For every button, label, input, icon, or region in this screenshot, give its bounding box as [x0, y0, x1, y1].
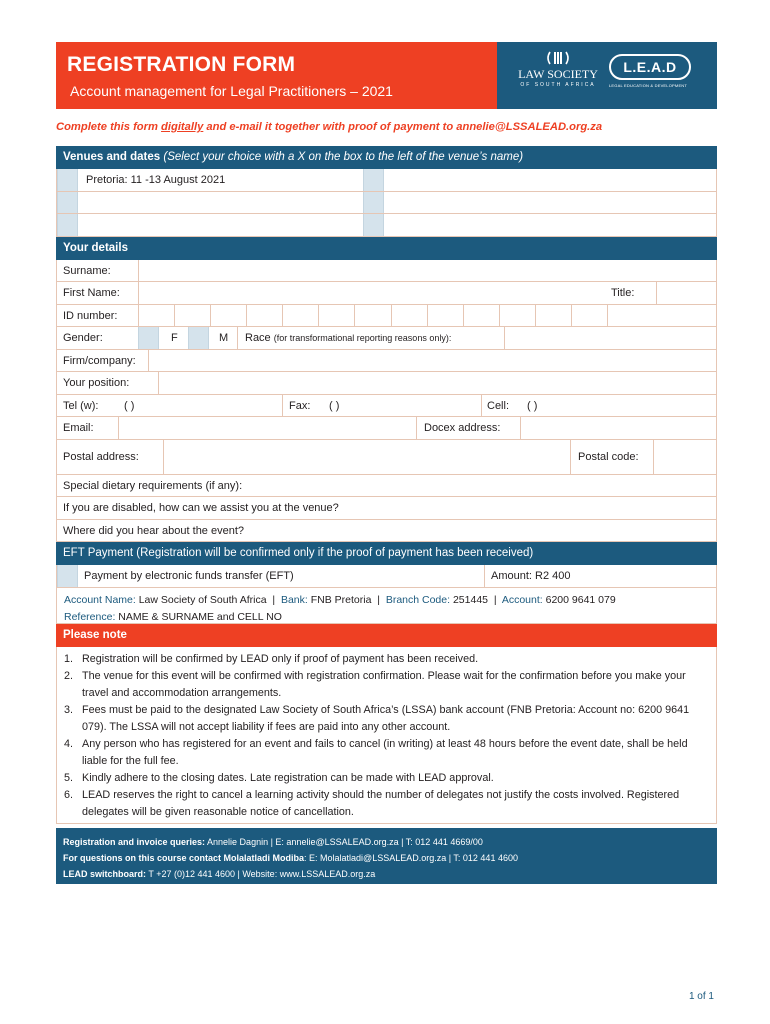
venue-row	[56, 192, 717, 215]
notes-list	[56, 647, 717, 824]
surname-label: Surname:	[63, 264, 111, 277]
gender-m-checkbox[interactable]	[188, 327, 209, 349]
id-digit-box[interactable]	[210, 305, 211, 327]
payment-checkbox[interactable]	[57, 565, 78, 587]
postal-row	[56, 440, 717, 475]
payment-heading: EFT Payment (Registration will be confirmed only if the proof of payment has been received)	[56, 542, 717, 565]
postal-address-field[interactable]	[164, 440, 570, 474]
gender-f-checkbox[interactable]	[138, 327, 159, 349]
venue-row	[56, 214, 717, 237]
id-digit-box[interactable]	[246, 305, 247, 327]
account-name: Law Society of South Africa	[138, 593, 267, 606]
account-details	[56, 588, 717, 624]
id-digit-box[interactable]	[174, 305, 175, 327]
law-society-name: LAW SOCIETY	[518, 67, 598, 81]
fax-code: ( )	[329, 399, 340, 412]
docex-field[interactable]	[521, 417, 716, 439]
postal-address-label: Postal address:	[63, 450, 139, 463]
id-digit-box[interactable]	[499, 305, 500, 327]
tel-code: ( )	[124, 399, 135, 412]
lead-logo-mark: L.E.A.D	[609, 54, 691, 80]
header-logo-block	[497, 42, 717, 109]
email-field[interactable]	[119, 417, 416, 439]
gender-label: Gender:	[63, 332, 103, 344]
reference-label: Reference:	[64, 610, 116, 623]
law-society-logo	[515, 50, 601, 88]
footer-line-1	[63, 834, 710, 850]
id-digit-box[interactable]	[607, 305, 608, 327]
divider	[416, 417, 417, 439]
divider	[237, 327, 238, 349]
gender-m-label: M	[219, 332, 229, 344]
instruction-pre: Complete this form	[56, 121, 162, 133]
form-instruction	[56, 121, 717, 133]
page-number: 1 of 1	[688, 991, 714, 1002]
reference: NAME & SURNAME and CELL NO	[118, 610, 282, 623]
instruction-underlined: digitally	[161, 121, 204, 133]
first-name-label: First Name:	[63, 287, 120, 299]
id-digit-box[interactable]	[391, 305, 392, 327]
gender-f-label: F	[171, 332, 178, 344]
note-text: Fees must be paid to the designated Law Society of South Africa’s (LSSA) bank account (FNB Pretoria: Account no: 6200 9641 079). The LSSA will not accept liability if fees are paid into any other account.	[82, 703, 690, 733]
venues-heading-bar	[56, 146, 717, 169]
footer-line-2	[63, 850, 710, 866]
gender-row	[56, 327, 717, 350]
first-name-field[interactable]	[139, 282, 601, 304]
details-heading: Your details	[56, 237, 717, 260]
cell-code: ( )	[527, 399, 538, 412]
form-table	[56, 146, 717, 824]
venue-checkbox[interactable]	[363, 169, 384, 191]
title-field[interactable]	[657, 282, 716, 304]
note-item: 4. Any person who has registered for an event and fails to cancel (in writing) at least 48 hours before the event date, shall be held liable for the full fee.	[64, 737, 688, 767]
account-line-1: Account Name: Law Society of South Africa | Bank: FNB Pretoria | Branch Code: 251445 | Account: 6200 9641 079	[64, 593, 616, 606]
tel-label: Tel (w):	[63, 399, 99, 412]
firm-row	[56, 350, 717, 373]
fax-field[interactable]	[372, 395, 482, 417]
note-text: Registration will be confirmed by LEAD only if proof of payment has been received.	[82, 652, 479, 665]
header-title-block	[56, 42, 497, 109]
branch-label: Branch Code:	[385, 593, 451, 606]
firm-label: Firm/company:	[63, 354, 136, 367]
postal-code-label: Postal code:	[578, 450, 639, 463]
position-row	[56, 372, 717, 395]
postal-code-field[interactable]	[654, 440, 716, 474]
hear-row[interactable]	[56, 520, 717, 543]
id-digit-box[interactable]	[427, 305, 428, 327]
note-text: Any person who has registered for an event and fails to cancel (in writing) at least 48 hours before the event date, shall be held liable for the full fee.	[82, 737, 688, 767]
fax-label: Fax:	[289, 399, 311, 412]
divider	[481, 395, 482, 417]
footer-l3-label: LEAD switchboard:	[63, 869, 147, 879]
venue-checkbox[interactable]	[363, 192, 384, 214]
lead-logo	[609, 54, 695, 88]
venue-checkbox[interactable]	[57, 169, 78, 191]
note-item: 6. LEAD reserves the right to cancel a learning activity should the number of delegates not justify the costs involved. Registered delegates will be given reasonable notice of cancellation.	[64, 788, 680, 818]
note-text: Kindly adhere to the closing dates. Late registration can be made with LEAD approval.	[82, 771, 494, 784]
payment-method-row	[56, 565, 717, 588]
footer-l1-label: Registration and invoice queries:	[63, 837, 206, 847]
venue-row	[56, 169, 717, 192]
dietary-label: Special dietary requirements (if any):	[63, 479, 243, 492]
position-field[interactable]	[159, 372, 716, 394]
divider	[570, 440, 571, 474]
race-field[interactable]	[505, 327, 716, 349]
divider	[282, 395, 283, 417]
venue-label: Pretoria: 11 -13 August 2021	[86, 174, 226, 186]
firm-field[interactable]	[149, 350, 716, 372]
tel-field[interactable]	[167, 395, 277, 417]
note-text: The venue for this event will be confirmed with registration confirmation. Please wait for the confirmation before you make your travel and accommodation arrangements.	[82, 669, 686, 699]
position-label: Your position:	[63, 377, 130, 389]
law-society-sub: OF SOUTH AFRICA	[520, 82, 596, 88]
email-label: Email:	[63, 422, 94, 434]
race-note: (for transformational reporting reasons only):	[273, 333, 452, 343]
disabled-label: If you are disabled, how can we assist you at the venue?	[63, 502, 339, 514]
cell-field[interactable]	[567, 395, 716, 417]
bank-label: Bank:	[280, 593, 308, 606]
footer-line-3	[63, 866, 710, 882]
race-label	[245, 332, 451, 344]
note-item: 3. Fees must be paid to the designated Law Society of South Africa’s (LSSA) bank account (FNB Pretoria: Account no: 6200 9641 079). The LSSA will not accept liability if fees are paid into any other account.	[64, 703, 690, 733]
footer-l3-text: T +27 (0)12 441 4600 | Website: www.LSSALEAD.org.za	[146, 869, 376, 879]
note-text: LEAD reserves the right to cancel a learning activity should the number of delegates not justify the costs involved. Registered delegates will be given reasonable notice of cancellation.	[82, 788, 680, 818]
venues-note: (Select your choice with a X on the box to the left of the venue’s name)	[163, 151, 524, 163]
account: 6200 9641 079	[545, 593, 616, 606]
instruction-post: and e-mail it together with proof of payment to annelie@LSSALEAD.org.za	[203, 121, 603, 133]
race-text: Race	[245, 332, 271, 344]
footer-l1-text: Annelie Dagnin | E: annelie@LSSALEAD.org.za | T: 012 441 4669/00	[205, 837, 483, 847]
surname-row	[56, 260, 717, 283]
cell-label: Cell:	[487, 399, 510, 412]
footer-l2-label: For questions on this course contact Molalatladi Modiba	[63, 853, 305, 863]
title-label: Title:	[611, 287, 635, 299]
email-row	[56, 417, 717, 440]
id-number-row	[56, 305, 717, 328]
id-digit-box[interactable]	[463, 305, 464, 327]
form-subtitle: Account management for Legal Practitioners – 2021	[70, 83, 393, 99]
id-digit-box[interactable]	[318, 305, 319, 327]
id-digit-box[interactable]	[138, 305, 139, 327]
bank: FNB Pretoria	[310, 593, 372, 606]
first-name-row	[56, 282, 717, 305]
venue-checkbox[interactable]	[57, 214, 78, 236]
note-item: 5. Kindly adhere to the closing dates. Late registration can be made with LEAD approval.	[64, 771, 494, 784]
id-digit-box[interactable]	[354, 305, 355, 327]
account-label: Account:	[501, 593, 543, 606]
id-digit-box[interactable]	[535, 305, 536, 327]
phone-row	[56, 395, 717, 418]
law-society-emblem-icon	[544, 50, 572, 66]
docex-label: Docex address:	[424, 422, 501, 434]
dietary-row[interactable]	[56, 475, 717, 498]
notes-heading: Please note	[56, 624, 717, 647]
form-title: REGISTRATION FORM	[67, 53, 296, 76]
id-digit-box[interactable]	[571, 305, 572, 327]
surname-field[interactable]	[139, 260, 716, 282]
payment-amount: Amount: R2 400	[491, 570, 571, 582]
account-name-label: Account Name:	[64, 593, 136, 606]
note-item: 1. Registration will be confirmed by LEAD only if proof of payment has been received.	[64, 652, 479, 665]
id-number-label: ID number:	[63, 309, 118, 322]
branch: 251445	[452, 593, 489, 606]
venue-checkbox[interactable]	[363, 214, 384, 236]
payment-method-label: Payment by electronic funds transfer (EFT)	[84, 570, 294, 582]
id-digit-box[interactable]	[282, 305, 283, 327]
footer-l2-text: : E: Molalatladi@LSSALEAD.org.za | T: 012 441 4600	[304, 853, 518, 863]
disabled-row[interactable]	[56, 497, 717, 520]
lead-logo-sub: LEGAL EDUCATION & DEVELOPMENT	[609, 83, 688, 88]
contact-footer	[56, 828, 717, 884]
hear-label: Where did you hear about the event?	[63, 524, 245, 537]
note-item: 2. The venue for this event will be confirmed with registration confirmation. Please wait for the confirmation before you make your travel and accommodation arrangements.	[64, 669, 686, 699]
divider	[484, 565, 485, 587]
form-header	[56, 42, 717, 109]
venues-heading: Venues and dates	[63, 151, 161, 163]
venue-checkbox[interactable]	[57, 192, 78, 214]
